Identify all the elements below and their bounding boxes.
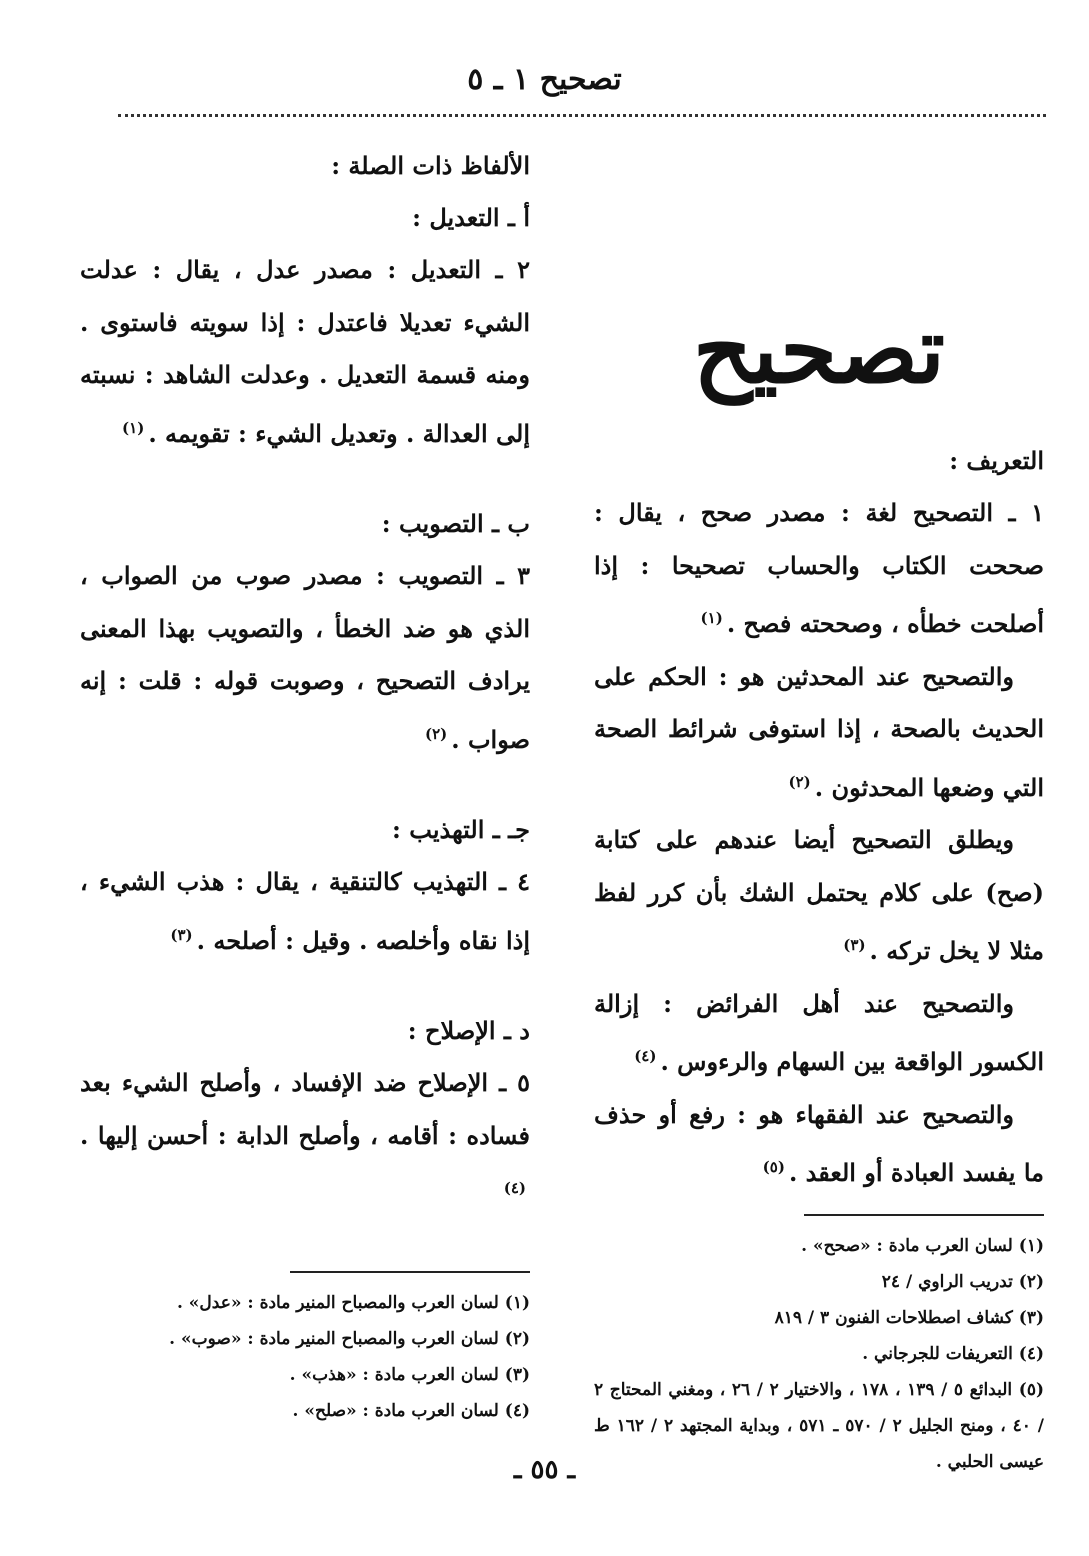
footnote-ref: (٤) bbox=[634, 1047, 657, 1066]
paragraph: ١ ـ التصحيح لغة : مصدر صحح ، يقال : صححت الكتاب والحساب تصحيحا : إذا أصلحت خطأه ، وصححته فصح .$^{(١)}$ bbox=[594, 498, 1044, 639]
paragraph: ٤ ـ التهذيب كالتنقية ، يقال : هذب الشيء ، إذا نقاه وأخلصه . وقيل : أصلحه .$^{(٣)}$ bbox=[80, 867, 530, 955]
header-divider bbox=[118, 114, 1046, 117]
footnote-ref: (٥) bbox=[762, 1158, 785, 1177]
footnote-ref: (٢) bbox=[788, 772, 811, 791]
section-heading: ب ـ التصويب : bbox=[381, 509, 530, 538]
footnote: (٤) التعريفات للجرجاني . bbox=[862, 1343, 1044, 1364]
running-header: تصحيح ١ ـ ٥ bbox=[467, 62, 622, 97]
footnote: (٢) تدريب الراوي / ٢٤ bbox=[881, 1271, 1044, 1292]
footnote-ref: (١) bbox=[122, 418, 145, 437]
footnotes bbox=[80, 1285, 530, 1429]
related-terms-heading: الألفاظ ذات الصلة : bbox=[331, 151, 530, 180]
definition-heading: التعريف : bbox=[949, 446, 1044, 476]
paragraph: والتصحيح عند أهل الفرائض : إزالة الكسور الواقعة بين السهام والرءوس .$^{(٤)}$ bbox=[594, 988, 1044, 1077]
section-heading: أ ـ التعديل : bbox=[412, 203, 530, 232]
paragraph: ٣ ـ التصويب : مصدر صوب من الصواب ، الذي هو ضد الخطأ ، والتصويب بهذا المعنى يرادف التصحيح ، وصوبت قوله : قلت : إنه صواب .$^{(٢)}$ bbox=[80, 561, 530, 754]
footnote-ref: (٣) bbox=[170, 925, 193, 944]
page-number: ـ ٥٥ ـ bbox=[513, 1455, 576, 1485]
footnote: (١) لسان العرب والمصباح المنير مادة : «عدل» . bbox=[176, 1292, 530, 1313]
paragraph: والتصحيح عند الفقهاء هو : رفع أو حذف ما يفسد العبادة أو العقد .$^{(٥)}$ bbox=[594, 1099, 1044, 1188]
footnote-rule bbox=[290, 1271, 530, 1273]
paragraph: ٥ ـ الإصلاح ضد الإفساد ، وأصلح الشيء بعد فساده : أقامه ، وأصلح الدابة : أحسن إليها .$^{(٤)}$ bbox=[80, 1068, 530, 1197]
paragraph: ويطلق التصحيح أيضا عندهم على كتابة (صح) على كلام يحتمل الشك بأن كرر لفظ مثلا لا يخل تركه .$^{(٣)}$ bbox=[594, 825, 1044, 966]
section-heading: د ـ الإصلاح : bbox=[407, 1016, 530, 1045]
section-heading: جـ ـ التهذيب : bbox=[392, 815, 530, 844]
footnote: (٣) كشاف اصطلاحات الفنون ٣ / ٨١٩ bbox=[774, 1307, 1044, 1328]
footnote-ref: (١) bbox=[700, 609, 723, 628]
footnote: (٤) لسان العرب مادة : «صلح» . bbox=[292, 1400, 530, 1421]
footnote: (٢) لسان العرب والمصباح المنير مادة : «صوب» . bbox=[169, 1328, 530, 1349]
footnote: (٥) البدائع ٥ / ١٣٩ ، ١٧٨ ، والاختيار ٢ / ٢٦ ، ومغني المحتاج ٢ / ٤٠ ، ومنح الجليل ٢ / ٥٧٠ ـ ٥٧١ ، وبداية المجتهد ٢ / ١٦٢ ط عيسى الحلبي . bbox=[594, 1379, 1044, 1472]
paragraph: والتصحيح عند المحدثين هو : الحكم على الحديث بالصحة ، إذا استوفى شرائط الصحة التي وضعها المحدثون .$^{(٢)}$ bbox=[594, 661, 1044, 802]
footnote: (٣) لسان العرب مادة : «هذب» . bbox=[289, 1364, 530, 1385]
footnote: (١) لسان العرب مادة : «صحح» . bbox=[801, 1235, 1044, 1256]
entry-title: تصحيح bbox=[693, 296, 945, 404]
right-column bbox=[594, 296, 1044, 1480]
footnote-ref: (٣) bbox=[843, 936, 866, 955]
left-column bbox=[80, 140, 530, 1429]
footnote-rule bbox=[804, 1214, 1044, 1216]
footnote-ref: (٢) bbox=[424, 724, 448, 743]
footnotes bbox=[594, 1228, 1044, 1480]
footnote-ref: (٤) bbox=[503, 1179, 526, 1197]
paragraph: ٢ ـ التعديل : مصدر عدل ، يقال : عدلت الشيء تعديلا فاعتدل : إذا سويته فاستوى . ومنه قسمة التعديل . وعدلت الشاهد : نسبته إلى العدالة . وتعديل الشيء : تقويمه .$^{(١)}$ bbox=[80, 255, 531, 448]
